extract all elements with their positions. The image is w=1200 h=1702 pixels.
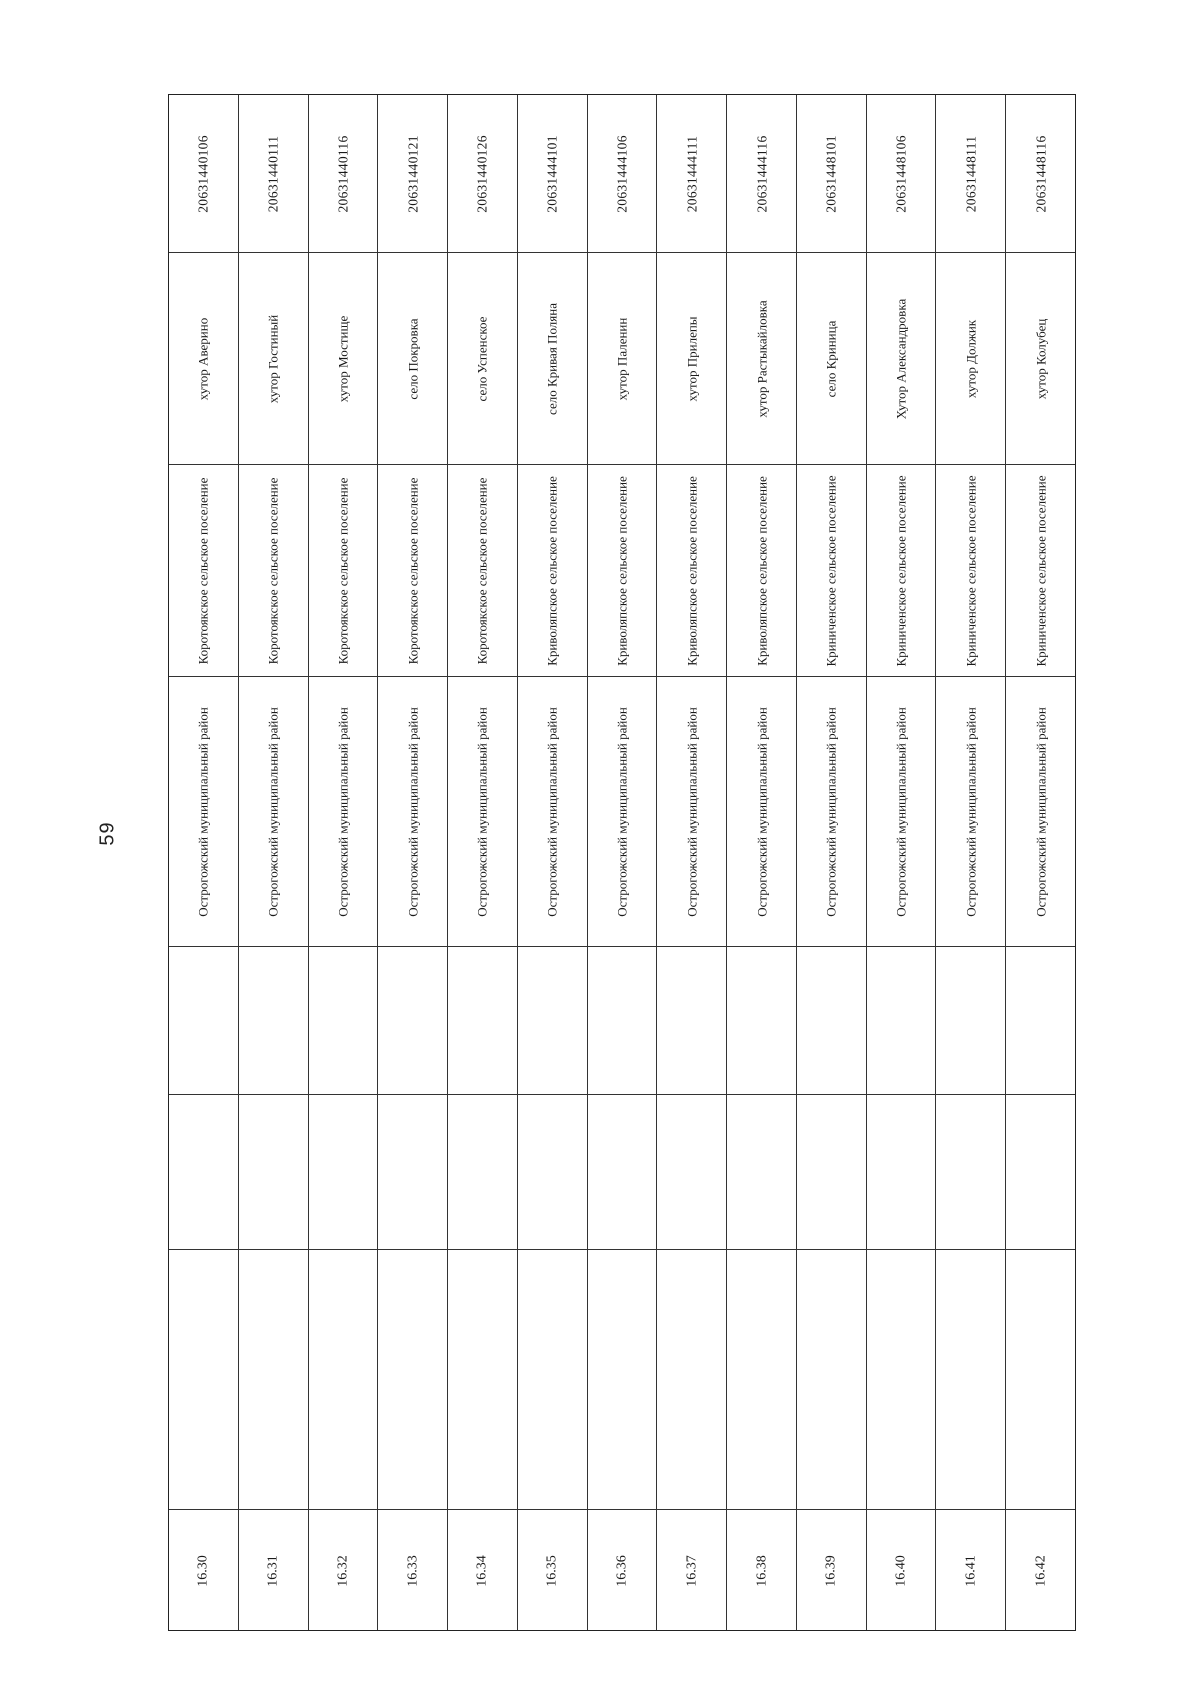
okato-code: 20631440106	[195, 134, 211, 213]
locality-cell	[727, 253, 796, 465]
okato-code: 20631444111	[684, 135, 700, 212]
empty-cell	[448, 947, 517, 1095]
settlement-cell	[378, 465, 447, 677]
empty-cell	[169, 1250, 238, 1510]
table-row	[518, 95, 588, 1630]
locality-cell	[518, 253, 587, 465]
locality-name: село Криница	[823, 320, 839, 397]
table-row	[239, 95, 309, 1630]
locality-name: Хутор Александровка	[893, 298, 909, 419]
settlement-cell	[936, 465, 1005, 677]
locality-name: хутор Мостище	[335, 315, 351, 402]
region-cell	[169, 677, 238, 947]
empty-cell	[867, 947, 936, 1095]
settlement-cell	[657, 465, 726, 677]
row-number: 16.42	[1033, 1555, 1049, 1587]
code-cell	[169, 95, 238, 253]
settlement-cell	[448, 465, 517, 677]
table-row	[797, 95, 867, 1630]
row-number: 16.39	[823, 1555, 839, 1587]
code-cell	[657, 95, 726, 253]
settlement-name: Коротоякское сельское поселение	[335, 477, 351, 664]
number-cell	[518, 1510, 587, 1632]
row-number: 16.41	[963, 1555, 979, 1587]
code-cell	[239, 95, 308, 253]
row-number: 16.30	[195, 1555, 211, 1587]
region-name: Острогожский муниципальный район	[823, 706, 839, 917]
code-cell	[727, 95, 796, 253]
region-name: Острогожский муниципальный район	[963, 706, 979, 917]
row-number: 16.40	[893, 1555, 909, 1587]
okato-code: 20631440121	[405, 134, 421, 213]
code-cell	[309, 95, 378, 253]
settlement-name: Коротоякское сельское поселение	[405, 477, 421, 664]
empty-cell	[169, 1095, 238, 1250]
code-cell	[588, 95, 657, 253]
number-cell	[169, 1510, 238, 1632]
okato-code: 20631444106	[614, 134, 630, 213]
region-name: Острогожский муниципальный район	[614, 706, 630, 917]
code-cell	[936, 95, 1005, 253]
settlement-name: Криниченское сельское поселение	[893, 474, 909, 667]
settlement-cell	[1006, 465, 1075, 677]
region-name: Острогожский муниципальный район	[893, 706, 909, 917]
empty-cell	[588, 1095, 657, 1250]
table-row	[727, 95, 797, 1630]
settlement-name: Криволяпское сельское поселение	[684, 475, 700, 666]
empty-cell	[518, 1250, 587, 1510]
empty-cell	[797, 947, 866, 1095]
locality-cell	[378, 253, 447, 465]
locality-name: хутор Паленин	[614, 317, 630, 400]
settlement-name: Криниченское сельское поселение	[823, 474, 839, 667]
locality-name: хутор Должик	[963, 319, 979, 398]
locality-cell	[867, 253, 936, 465]
empty-cell	[657, 1250, 726, 1510]
empty-cell	[448, 1250, 517, 1510]
empty-cell	[309, 1250, 378, 1510]
okato-code: 20631448106	[893, 134, 909, 213]
locality-name: хутор Гостиный	[265, 314, 281, 403]
empty-cell	[588, 1250, 657, 1510]
region-cell	[657, 677, 726, 947]
empty-cell	[169, 947, 238, 1095]
empty-cell	[518, 947, 587, 1095]
locality-cell	[239, 253, 308, 465]
empty-cell	[378, 1095, 447, 1250]
locality-name: село Кривая Поляна	[544, 302, 560, 415]
code-cell	[448, 95, 517, 253]
okato-code: 20631448111	[963, 135, 979, 212]
code-cell	[518, 95, 587, 253]
empty-cell	[727, 947, 796, 1095]
region-cell	[588, 677, 657, 947]
locality-cell	[448, 253, 517, 465]
okato-code: 20631440111	[265, 135, 281, 212]
okato-code: 20631440126	[474, 134, 490, 213]
settlement-name: Криволяпское сельское поселение	[544, 475, 560, 666]
row-number: 16.37	[684, 1555, 700, 1587]
settlement-cell	[239, 465, 308, 677]
table-row	[1006, 95, 1075, 1630]
empty-cell	[239, 947, 308, 1095]
locality-name: хутор Колубец	[1033, 318, 1049, 399]
settlement-cell	[309, 465, 378, 677]
row-number: 16.35	[544, 1555, 560, 1587]
region-cell	[867, 677, 936, 947]
number-cell	[1006, 1510, 1075, 1632]
settlement-cell	[727, 465, 796, 677]
empty-cell	[797, 1250, 866, 1510]
locality-name: хутор Прилепы	[684, 315, 700, 402]
table-row	[588, 95, 658, 1630]
row-number: 16.38	[754, 1555, 769, 1587]
empty-cell	[448, 1095, 517, 1250]
locality-name: село Успенское	[474, 316, 490, 401]
region-cell	[239, 677, 308, 947]
locality-name: село Покровка	[405, 317, 421, 400]
table-row	[657, 95, 727, 1630]
empty-cell	[657, 1095, 726, 1250]
locality-cell	[936, 253, 1005, 465]
row-number: 16.34	[474, 1555, 490, 1587]
region-cell	[797, 677, 866, 947]
empty-cell	[867, 1250, 936, 1510]
settlement-name: Криволяпское сельское поселение	[754, 475, 769, 666]
region-cell	[518, 677, 587, 947]
row-number: 16.31	[265, 1555, 281, 1587]
row-number: 16.32	[335, 1555, 351, 1587]
empty-cell	[588, 947, 657, 1095]
empty-cell	[727, 1095, 796, 1250]
region-name: Острогожский муниципальный район	[335, 706, 351, 917]
region-cell	[448, 677, 517, 947]
empty-cell	[936, 1095, 1005, 1250]
empty-cell	[518, 1095, 587, 1250]
empty-cell	[797, 1095, 866, 1250]
number-cell	[448, 1510, 517, 1632]
okato-code: 20631448101	[823, 134, 839, 213]
table-row	[169, 95, 239, 1630]
region-cell	[936, 677, 1005, 947]
settlement-name: Коротоякское сельское поселение	[265, 477, 281, 664]
region-cell	[378, 677, 447, 947]
region-name: Острогожский муниципальный район	[195, 706, 211, 917]
region-name: Острогожский муниципальный район	[405, 706, 421, 917]
okato-code: 20631440116	[335, 134, 351, 213]
table-row	[936, 95, 1006, 1630]
empty-cell	[378, 1250, 447, 1510]
table-row	[378, 95, 448, 1630]
number-cell	[936, 1510, 1005, 1632]
empty-cell	[239, 1250, 308, 1510]
number-cell	[588, 1510, 657, 1632]
settlements-table	[168, 94, 1076, 1631]
page-number: 59	[96, 821, 119, 846]
table-row	[448, 95, 518, 1630]
locality-cell	[657, 253, 726, 465]
region-cell	[727, 677, 796, 947]
region-name: Острогожский муниципальный район	[684, 706, 700, 917]
number-cell	[657, 1510, 726, 1632]
row-number: 16.36	[614, 1555, 630, 1587]
number-cell	[727, 1510, 796, 1632]
region-cell	[1006, 677, 1075, 947]
number-cell	[239, 1510, 308, 1632]
settlement-cell	[867, 465, 936, 677]
empty-cell	[239, 1095, 308, 1250]
settlement-cell	[169, 465, 238, 677]
okato-code: 20631444101	[544, 134, 560, 213]
region-name: Острогожский муниципальный район	[1033, 706, 1049, 917]
number-cell	[378, 1510, 447, 1632]
code-cell	[867, 95, 936, 253]
locality-name: хутор Растыкайловка	[754, 299, 769, 418]
settlement-name: Криниченское сельское поселение	[963, 474, 979, 667]
empty-cell	[727, 1250, 796, 1510]
empty-cell	[1006, 1250, 1075, 1510]
locality-cell	[169, 253, 238, 465]
code-cell	[378, 95, 447, 253]
number-cell	[867, 1510, 936, 1632]
settlement-name: Коротоякское сельское поселение	[474, 477, 490, 664]
table-row	[867, 95, 937, 1630]
locality-cell	[309, 253, 378, 465]
settlement-name: Криниченское сельское поселение	[1033, 474, 1049, 667]
number-cell	[309, 1510, 378, 1632]
locality-name: хутор Аверино	[195, 317, 211, 400]
empty-cell	[936, 947, 1005, 1095]
empty-cell	[867, 1095, 936, 1250]
settlement-name: Коротоякское сельское поселение	[195, 477, 211, 664]
region-name: Острогожский муниципальный район	[754, 706, 769, 917]
empty-cell	[309, 1095, 378, 1250]
number-cell	[797, 1510, 866, 1632]
code-cell	[797, 95, 866, 253]
empty-cell	[657, 947, 726, 1095]
row-number: 16.33	[405, 1555, 421, 1587]
locality-cell	[797, 253, 866, 465]
empty-cell	[936, 1250, 1005, 1510]
empty-cell	[1006, 947, 1075, 1095]
settlement-cell	[588, 465, 657, 677]
settlement-cell	[518, 465, 587, 677]
locality-cell	[1006, 253, 1075, 465]
okato-code: 20631444116	[754, 134, 769, 213]
table-row	[309, 95, 379, 1630]
region-name: Острогожский муниципальный район	[474, 706, 490, 917]
region-cell	[309, 677, 378, 947]
empty-cell	[378, 947, 447, 1095]
code-cell	[1006, 95, 1075, 253]
region-name: Острогожский муниципальный район	[544, 706, 560, 917]
okato-code: 20631448116	[1033, 134, 1049, 213]
empty-cell	[309, 947, 378, 1095]
settlement-cell	[797, 465, 866, 677]
region-name: Острогожский муниципальный район	[265, 706, 281, 917]
locality-cell	[588, 253, 657, 465]
empty-cell	[1006, 1095, 1075, 1250]
settlement-name: Криволяпское сельское поселение	[614, 475, 630, 666]
